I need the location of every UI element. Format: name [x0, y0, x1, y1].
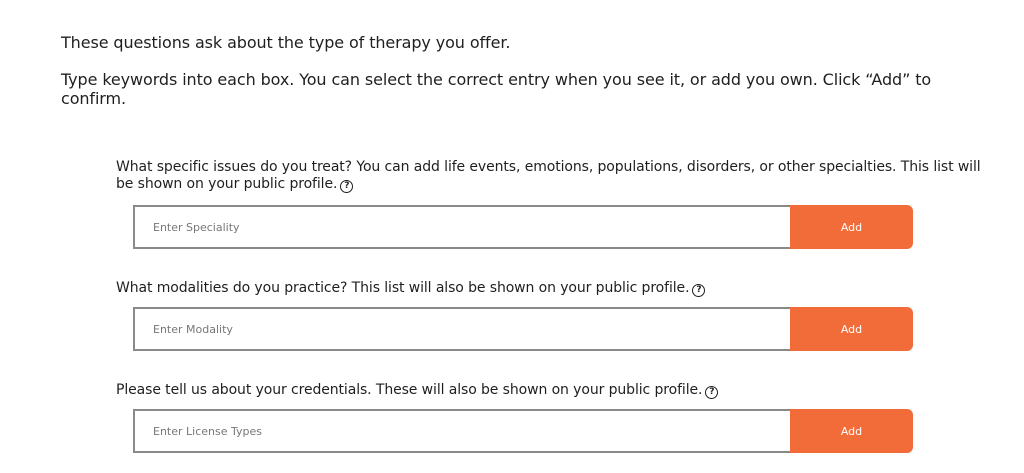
- credentials-field-row: [133, 409, 913, 453]
- speciality-input[interactable]: [133, 205, 790, 249]
- add-modality-button[interactable]: Add: [790, 307, 913, 351]
- specialties-question-text: What specific issues do you treat? You can add life events, emotions, populations, disorders, or other specialties. This list will be shown on your public profile.: [116, 159, 981, 192]
- modality-input[interactable]: [133, 307, 790, 351]
- credentials-question: [116, 382, 986, 399]
- specialties-question: [116, 159, 986, 193]
- specialties-field-row: [133, 205, 913, 249]
- modalities-field-row: [133, 307, 913, 351]
- add-speciality-button[interactable]: Add: [790, 205, 913, 249]
- license-types-input[interactable]: [133, 409, 790, 453]
- intro-text: [61, 33, 961, 108]
- intro-line-2: Type keywords into each box. You can select the correct entry when you see it, or add you own. Click “Add” to confirm.: [61, 70, 932, 108]
- intro-line-1: These questions ask about the type of therapy you offer.: [61, 33, 511, 52]
- modalities-question: [116, 280, 986, 297]
- modalities-question-text: What modalities do you practice? This list will also be shown on your public profile.: [116, 280, 690, 296]
- help-icon[interactable]: ?: [705, 386, 718, 399]
- add-license-type-button[interactable]: Add: [790, 409, 913, 453]
- help-icon[interactable]: ?: [692, 284, 705, 297]
- credentials-question-text: Please tell us about your credentials. These will also be shown on your public profile.: [116, 382, 703, 398]
- help-icon[interactable]: ?: [340, 180, 353, 193]
